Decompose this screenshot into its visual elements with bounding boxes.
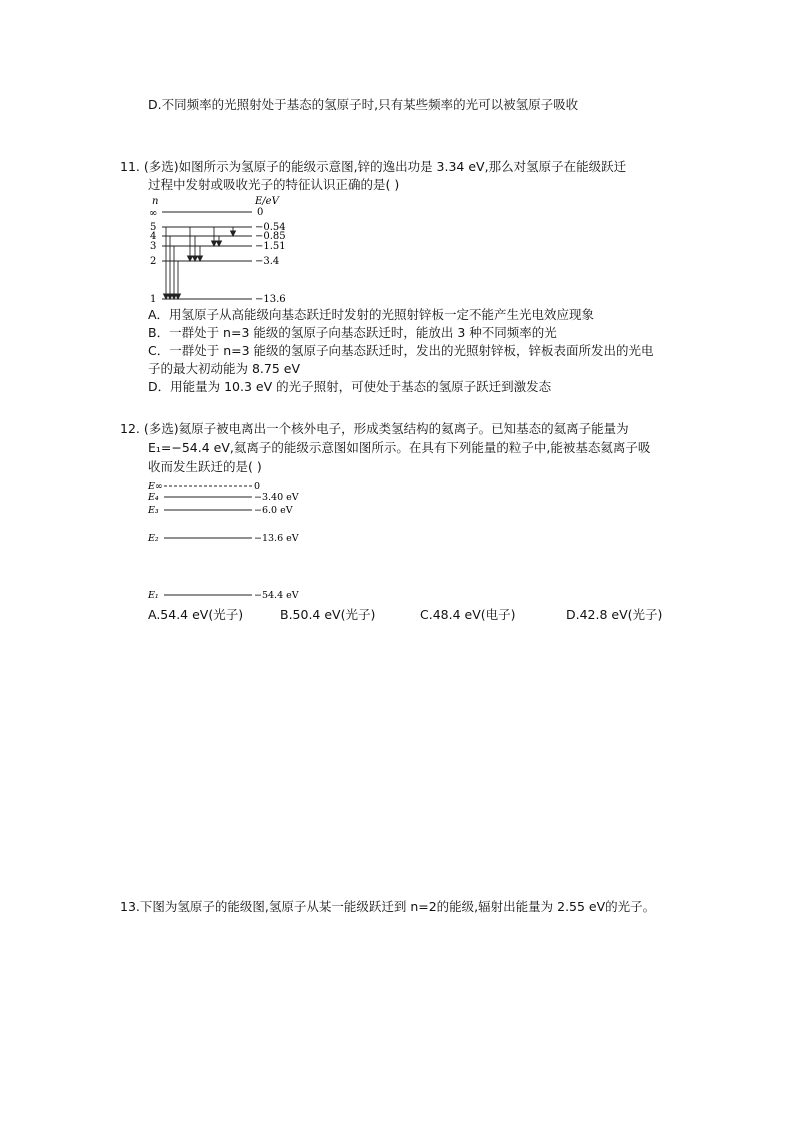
q11-option-b: B．一群处于 n=3 能级的氢原子向基态跃迁时，能放出 3 种不同频率的光 — [148, 325, 557, 340]
q11-option-c-line1: C．一群处于 n=3 能级的氢原子向基态跃迁时，发出的光照射锌板，锌板表面所发出的光电 — [148, 343, 654, 358]
level-energy-inf: 0 — [257, 207, 264, 218]
q10-option-d: D.不同频率的光照射处于基态的氢原子时,只有某些频率的光可以被氢原子吸收 — [148, 97, 579, 112]
q11-option-c-line2: 子的最大初动能为 8.75 eV — [148, 361, 301, 376]
he-level-energy-4: −3.40 eV — [254, 492, 299, 503]
level-energy-2: −3.4 — [255, 256, 280, 267]
he-level-energy-inf: 0 — [254, 481, 261, 492]
he-level-label-1: E₁ — [148, 590, 159, 601]
q12-option-c: C.48.4 eV(电子) — [420, 607, 516, 622]
arrowhead — [188, 256, 193, 261]
he-level-energy-1: −54.4 eV — [254, 590, 299, 601]
he-level-label-inf: E∞ — [148, 481, 163, 492]
level-energy-5: −0.54 — [255, 222, 286, 233]
q12-stem-line2: E₁=−54.4 eV,氦离子的能级示意图如图所示。在具有下列能量的粒子中,能被基态氦离子吸 — [148, 440, 651, 455]
q12-option-d: D.42.8 eV(光子) — [566, 607, 663, 622]
level-n-1: 1 — [150, 294, 157, 305]
arrowhead — [176, 294, 181, 299]
q12-stem-line3: 收而发生跃迁的是( ) — [148, 459, 262, 474]
level-n-2: 2 — [150, 256, 157, 267]
q11-energy-level-diagram — [140, 193, 300, 307]
q12-option-b: B.50.4 eV(光子) — [280, 607, 376, 622]
level-n-3: 3 — [150, 241, 157, 252]
level-energy-4: −0.85 — [255, 231, 286, 242]
q11-n-axis-label: n — [152, 196, 159, 207]
level-n-4: 4 — [150, 231, 157, 242]
q13-stem: 13.下图为氢原子的能级图,氢原子从某一能级跃迁到 n=2的能级,辐射出能量为 2.55 eV的光子。 — [120, 899, 656, 914]
he-level-energy-3: −6.0 eV — [254, 505, 293, 516]
q11-option-d: D．用能量为 10.3 eV 的光子照射，可使处于基态的氢原子跃迁到激发态 — [148, 379, 552, 394]
he-level-label-4: E₄ — [148, 492, 159, 503]
q11-stem-line1: 11. (多选)如图所示为氢原子的能级示意图,锌的逸出功是 3.34 eV,那么对氢原子在能级跃迁 — [120, 159, 627, 174]
he-level-label-3: E₃ — [148, 505, 159, 516]
arrowhead — [198, 256, 203, 261]
q11-option-a: A．用氢原子从高能级向基态跃迁时发射的光照射锌板一定不能产生光电效应现象 — [148, 307, 595, 322]
level-energy-3: −1.51 — [255, 241, 286, 252]
level-n-inf: ∞ — [149, 208, 158, 219]
level-n-5: 5 — [150, 222, 157, 233]
arrowhead — [217, 241, 222, 246]
q11-energy-axis-label: E/eV — [255, 196, 279, 207]
he-level-energy-2: −13.6 eV — [254, 533, 299, 544]
q12-option-a: A.54.4 eV(光子) — [148, 607, 244, 622]
q12-stem-line1: 12. (多选)氦原子被电离出一个核外电子，形成类氢结构的氦离子。已知基态的氦离子能量为 — [120, 421, 629, 436]
level-energy-1: −13.6 — [255, 294, 286, 305]
q11-stem-line2: 过程中发射或吸收光子的特征认识正确的是( ) — [148, 177, 400, 192]
arrowhead — [231, 231, 236, 236]
arrowhead — [212, 241, 217, 246]
arrowhead — [193, 256, 198, 261]
q12-energy-level-diagram — [146, 478, 316, 604]
he-level-label-2: E₂ — [148, 533, 159, 544]
